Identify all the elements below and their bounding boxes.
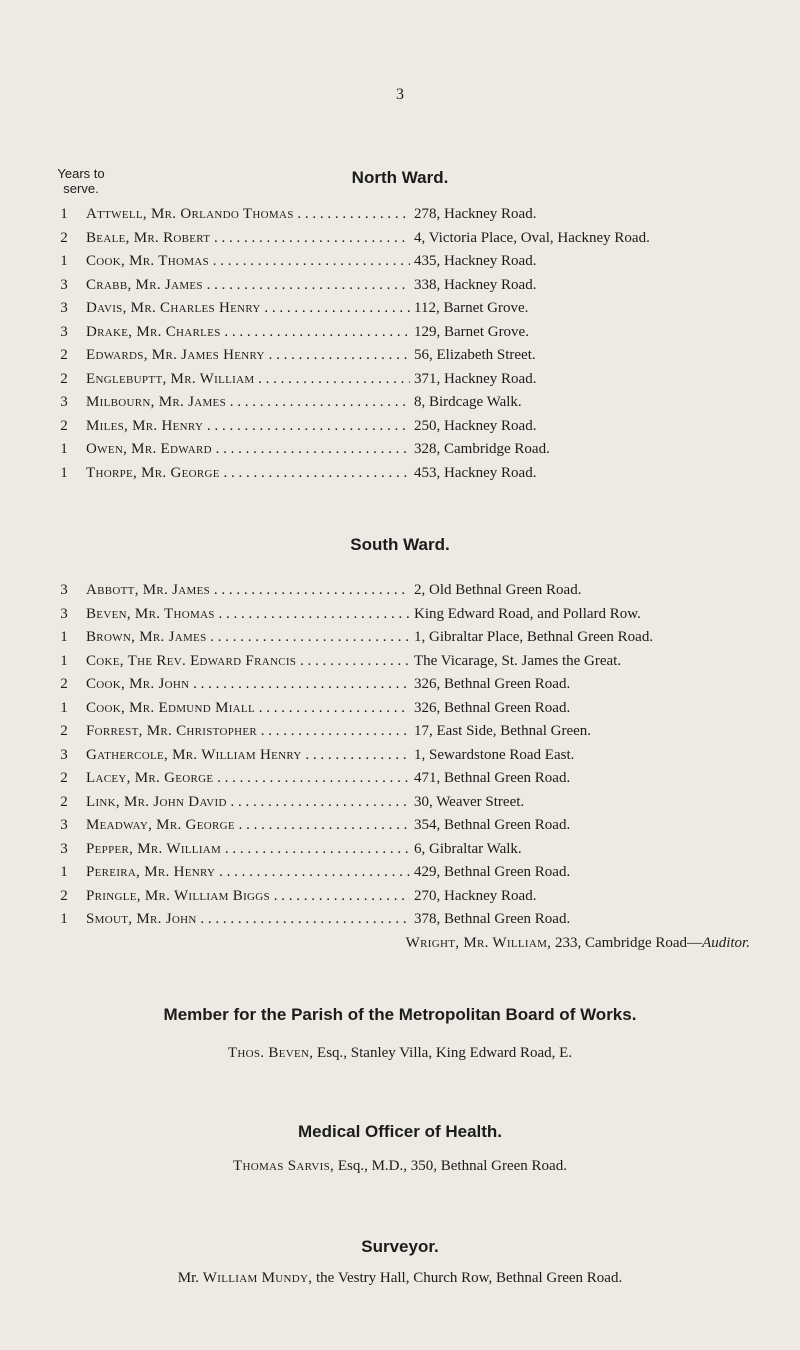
member-row: [0, 650, 800, 672]
metropolitan-board-member-name: Thos. Beven,: [227, 1045, 314, 1061]
years-to-serve: 1: [60, 652, 68, 669]
years-to-serve: 3: [60, 276, 68, 293]
member-address: 453, Hackney Road.: [414, 464, 537, 481]
member-row: [0, 861, 800, 883]
member-name: Forrest, Mr. Christopher . . .: [86, 720, 410, 742]
north-ward-title: North Ward.: [351, 168, 449, 187]
member-name: Smout, Mr. John . . .: [86, 908, 410, 930]
years-to-serve: 2: [60, 723, 68, 739]
member-address: 112, Barnet Grove.: [414, 300, 529, 316]
metropolitan-board-member: [0, 1045, 800, 1062]
years-to-serve-label: Years to serve.: [57, 166, 105, 196]
years-to-serve: 2: [60, 370, 68, 387]
medical-officer-line: [0, 1158, 800, 1175]
member-address: The Vicarage, St. James the Great.: [414, 652, 622, 669]
member-address: 278, Hackney Road.: [414, 206, 537, 222]
member-address: 129, Barnet Grove.: [414, 323, 529, 340]
member-name: Cook, Mr. John . . .: [86, 673, 410, 695]
member-name: Pereira, Mr. Henry . . .: [86, 861, 410, 883]
years-to-serve: 2: [60, 887, 68, 904]
member-address: 328, Cambridge Road.: [414, 441, 550, 457]
member-address: 17, East Side, Bethnal Green.: [414, 723, 592, 739]
member-row: [0, 391, 800, 413]
member-name: Brown, Mr. James . . .: [86, 626, 410, 648]
member-name: Milbourn, Mr. James . . .: [86, 391, 410, 413]
years-to-serve: 2: [60, 770, 68, 786]
member-address: 471, Bethnal Green Road.: [414, 770, 571, 786]
years-to-serve: 3: [60, 817, 68, 833]
member-name: Pringle, Mr. William Biggs . . .: [86, 885, 410, 907]
auditor-address: 233, Cambridge Road—: [554, 935, 703, 951]
member-name: Crabb, Mr. James . . .: [86, 274, 410, 296]
member-name: Englebuртt, Mr. William . . .: [86, 368, 410, 390]
surveyor-detail: the Vestry Hall, Church Row, Bethnal Green Road.: [316, 1270, 623, 1286]
member-address: 1, Gibraltar Place, Bethnal Green Road.: [414, 629, 654, 645]
years-to-serve: 1: [60, 253, 68, 269]
surveyor-title: Surveyor.: [361, 1237, 439, 1256]
member-row: [0, 368, 800, 390]
years-to-serve: 2: [60, 229, 68, 246]
years-to-serve: 3: [60, 582, 68, 598]
member-address: 338, Hackney Road.: [414, 276, 537, 293]
member-name: Meadway, Mr. George . . .: [86, 814, 410, 836]
member-name: Owen, Mr. Edward . . .: [86, 438, 410, 460]
member-row: [0, 697, 800, 719]
member-name: Edwards, Mr. James Henry . . .: [86, 344, 410, 366]
medical-officer-name: Thomas Sarvis,: [233, 1158, 335, 1174]
member-name: Cook, Mr. Thomas . . .: [86, 250, 410, 272]
member-name: Beven, Mr. Thomas . . .: [86, 603, 410, 625]
member-address: 435, Hackney Road.: [414, 253, 537, 269]
member-address: 1, Sewardstone Road East.: [414, 746, 575, 763]
member-row: [0, 673, 800, 695]
member-row: [0, 603, 800, 625]
medical-officer-title: Medical Officer of Health.: [297, 1122, 503, 1141]
member-address: 326, Bethnal Green Road.: [414, 676, 571, 692]
member-row: [0, 297, 800, 319]
member-name: Davis, Mr. Charles Henry . . .: [86, 297, 410, 319]
auditor-line: [0, 935, 750, 952]
years-to-serve: 3: [60, 323, 68, 340]
member-name: Abbott, Mr. James . . .: [86, 579, 410, 601]
years-to-serve: 2: [60, 676, 68, 692]
member-name: Lacey, Mr. George . . .: [86, 767, 410, 789]
member-row: [0, 720, 800, 742]
member-name: Drake, Mr. Charles . . .: [86, 321, 410, 343]
member-address: 2, Old Bethnal Green Road.: [414, 582, 582, 598]
member-row: [0, 321, 800, 343]
years-to-serve: 3: [60, 746, 68, 763]
years-to-serve: 3: [60, 840, 68, 857]
member-name: Attwell, Mr. Orlando Thomas . . .: [86, 203, 410, 225]
member-name: Cook, Mr. Edmund Miall . . .: [86, 697, 410, 719]
member-address: 250, Hackney Road.: [414, 417, 537, 434]
member-row: [0, 791, 800, 813]
member-row: [0, 274, 800, 296]
member-address: 429, Bethnal Green Road.: [414, 864, 571, 880]
member-address: 270, Hackney Road.: [414, 887, 537, 904]
member-name: Coke, The Rev. Edward Francis . . .: [86, 650, 410, 672]
member-address: 354, Bethnal Green Road.: [414, 817, 571, 833]
member-row: [0, 415, 800, 437]
metropolitan-board-title: Member for the Parish of the Metropolitan Board of Works.: [163, 1005, 637, 1024]
member-row: [0, 744, 800, 766]
member-row: [0, 250, 800, 272]
member-name: Pepper, Mr. William . . .: [86, 838, 410, 860]
member-name: Gathercole, Mr. William Henry . . .: [86, 744, 410, 766]
years-to-serve: 3: [60, 605, 68, 622]
years-to-serve: 1: [60, 699, 68, 716]
medical-officer-detail: Esq., M.D., 350, Bethnal Green Road.: [337, 1158, 567, 1174]
metropolitan-board-member-detail: Esq., Stanley Villa, King Edward Road, E.: [317, 1045, 573, 1061]
member-row: [0, 838, 800, 860]
surveyor-name: William Mundy,: [202, 1270, 313, 1286]
years-to-serve: 1: [60, 911, 68, 927]
member-row: [0, 579, 800, 601]
member-row: [0, 767, 800, 789]
member-address: 371, Hackney Road.: [414, 370, 537, 387]
member-address: 56, Elizabeth Street.: [414, 347, 536, 363]
member-name: Beale, Mr. Robert . . .: [86, 227, 410, 249]
auditor-name: Wright, Mr. William,: [405, 935, 552, 951]
page-number: 3: [396, 86, 404, 103]
member-address: 378, Bethnal Green Road.: [414, 911, 571, 927]
years-to-serve: 3: [60, 394, 68, 410]
member-address: 326, Bethnal Green Road.: [414, 699, 571, 716]
member-row: [0, 462, 800, 484]
member-row: [0, 814, 800, 836]
member-address: 6, Gibraltar Walk.: [414, 840, 522, 857]
member-row: [0, 227, 800, 249]
surveyor-line: [0, 1270, 800, 1287]
member-row: [0, 908, 800, 930]
member-address: King Edward Road, and Pollard Row.: [414, 605, 641, 622]
member-name: Thorpe, Mr. George . . .: [86, 462, 410, 484]
years-to-serve: 2: [60, 347, 68, 363]
south-ward-title: South Ward.: [350, 535, 450, 554]
member-address: 30, Weaver Street.: [414, 793, 525, 810]
years-to-serve: 1: [60, 864, 68, 880]
member-row: [0, 344, 800, 366]
member-name: Miles, Mr. Henry . . .: [86, 415, 410, 437]
member-row: [0, 203, 800, 225]
member-address: 8, Birdcage Walk.: [414, 394, 522, 410]
auditor-role: Auditor.: [702, 935, 750, 951]
years-to-serve: 2: [60, 793, 68, 810]
member-row: [0, 626, 800, 648]
member-address: 4, Victoria Place, Oval, Hackney Road.: [414, 229, 650, 246]
member-row: [0, 438, 800, 460]
years-to-serve: 1: [60, 206, 68, 222]
member-name: Link, Mr. John David . . .: [86, 791, 410, 813]
member-row: [0, 885, 800, 907]
years-to-serve: 3: [60, 300, 68, 316]
years-to-serve: 1: [60, 441, 68, 457]
years-to-serve: 2: [60, 417, 68, 434]
years-to-serve: 1: [60, 464, 68, 481]
surveyor-prefix: Mr.: [177, 1270, 200, 1286]
years-to-serve: 1: [60, 629, 68, 645]
